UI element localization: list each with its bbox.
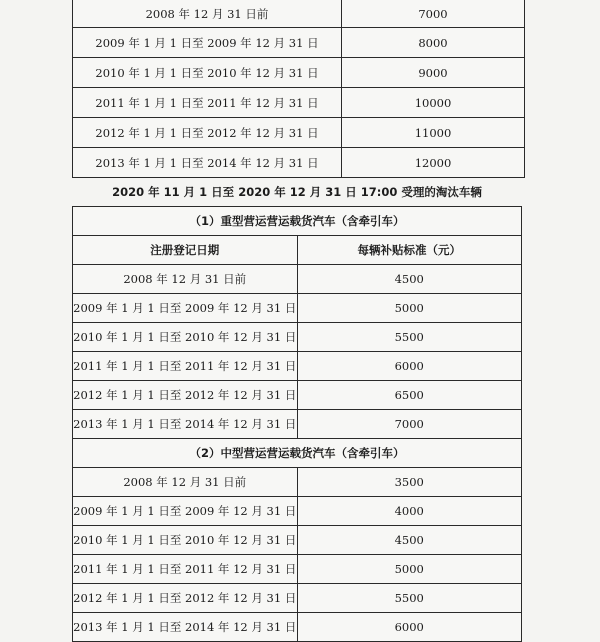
subsidy-amount: 9000 <box>342 58 525 88</box>
registration-period: 2013 年 1 月 1 日至 2014 年 12 月 31 日 <box>73 613 298 642</box>
registration-period: 2008 年 12 月 31 日前 <box>73 265 298 294</box>
registration-period: 2010 年 1 月 1 日至 2010 年 12 月 31 日 <box>73 526 298 555</box>
heavy-truck-section-title: （1）重型营运营运载货汽车（含牵引车） <box>73 207 522 236</box>
registration-period: 2012 年 1 月 1 日至 2012 年 12 月 31 日 <box>73 118 342 148</box>
registration-period: 2011 年 1 月 1 日至 2011 年 12 月 31 日 <box>73 88 342 118</box>
table-row <box>73 352 522 381</box>
subsidy-amount: 8000 <box>342 28 525 58</box>
subsidy-amount: 12000 <box>342 148 525 178</box>
table-row <box>73 555 522 584</box>
table-row <box>73 381 522 410</box>
subsidy-amount: 6000 <box>297 352 522 381</box>
registration-period: 2008 年 12 月 31 日前 <box>73 468 298 497</box>
subsidy-amount: 5500 <box>297 323 522 352</box>
header-row <box>73 236 522 265</box>
table-row <box>73 118 525 148</box>
registration-period: 2012 年 1 月 1 日至 2012 年 12 月 31 日 <box>73 584 298 613</box>
registration-period: 2013 年 1 月 1 日至 2014 年 12 月 31 日 <box>73 148 342 178</box>
section-title-row <box>73 439 522 468</box>
subsidy-amount: 10000 <box>342 88 525 118</box>
subsidy-table-top <box>72 0 525 178</box>
registration-period: 2008 年 12 月 31 日前 <box>73 0 342 28</box>
registration-period: 2011 年 1 月 1 日至 2011 年 12 月 31 日 <box>73 352 298 381</box>
section-caption: 2020 年 11 月 1 日至 2020 年 12 月 31 日 17:00 受理的淘汰车辆 <box>112 185 482 199</box>
registration-period: 2013 年 1 月 1 日至 2014 年 12 月 31 日 <box>73 410 298 439</box>
table-row <box>73 148 525 178</box>
subsidy-amount: 5500 <box>297 584 522 613</box>
table-row <box>73 265 522 294</box>
subsidy-amount: 4500 <box>297 526 522 555</box>
table-row <box>73 584 522 613</box>
table-row <box>73 294 522 323</box>
subsidy-amount: 4500 <box>297 265 522 294</box>
column-header-date: 注册登记日期 <box>73 236 298 265</box>
table-row <box>73 468 522 497</box>
subsidy-amount: 5000 <box>297 555 522 584</box>
table-row <box>73 88 525 118</box>
subsidy-amount: 5000 <box>297 294 522 323</box>
registration-period: 2012 年 1 月 1 日至 2012 年 12 月 31 日 <box>73 381 298 410</box>
table-row <box>73 28 525 58</box>
table-row <box>73 526 522 555</box>
medium-truck-section-title: （2）中型营运营运载货汽车（含牵引车） <box>73 439 522 468</box>
table-row <box>73 497 522 526</box>
subsidy-table-main <box>72 206 522 642</box>
subsidy-amount: 7000 <box>342 0 525 28</box>
table-row <box>73 58 525 88</box>
section-title-row <box>73 207 522 236</box>
registration-period: 2009 年 1 月 1 日至 2009 年 12 月 31 日 <box>73 294 298 323</box>
subsidy-amount: 3500 <box>297 468 522 497</box>
table-row <box>73 323 522 352</box>
subsidy-amount: 4000 <box>297 497 522 526</box>
subsidy-amount: 6500 <box>297 381 522 410</box>
table-row <box>73 410 522 439</box>
registration-period: 2010 年 1 月 1 日至 2010 年 12 月 31 日 <box>73 58 342 88</box>
subsidy-amount: 6000 <box>297 613 522 642</box>
registration-period: 2011 年 1 月 1 日至 2011 年 12 月 31 日 <box>73 555 298 584</box>
subsidy-amount: 7000 <box>297 410 522 439</box>
table-row <box>73 0 525 28</box>
registration-period: 2009 年 1 月 1 日至 2009 年 12 月 31 日 <box>73 497 298 526</box>
column-header-amount: 每辆补贴标准（元） <box>297 236 522 265</box>
subsidy-amount: 11000 <box>342 118 525 148</box>
table-row <box>73 613 522 642</box>
registration-period: 2010 年 1 月 1 日至 2010 年 12 月 31 日 <box>73 323 298 352</box>
registration-period: 2009 年 1 月 1 日至 2009 年 12 月 31 日 <box>73 28 342 58</box>
